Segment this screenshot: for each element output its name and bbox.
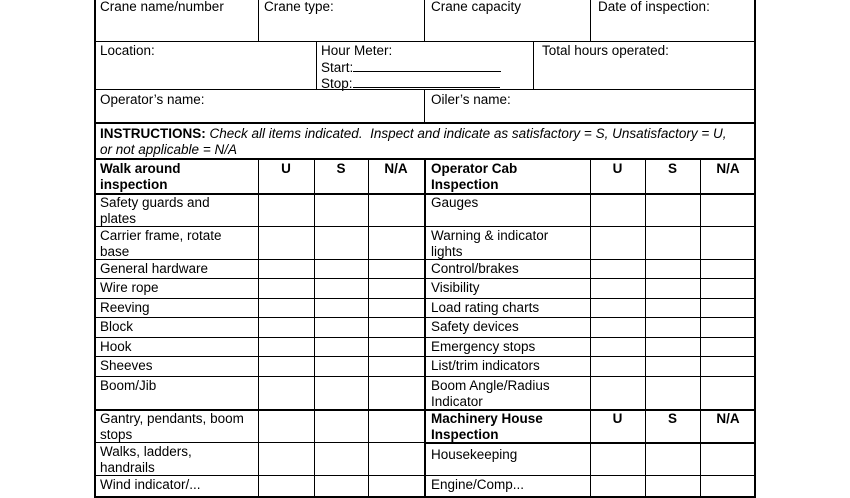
stop-blank[interactable] [353, 75, 500, 88]
walk-item: Gantry, pendants, boom stops [100, 411, 244, 442]
cab-item: Boom Angle/Radius Indicator [431, 378, 550, 409]
divider [533, 41, 534, 89]
cab-item: List/trim indicators [431, 358, 540, 373]
start-label: Start: [321, 60, 354, 75]
operators-name-label: Operator’s name: [100, 92, 205, 107]
cab-item: Load rating charts [431, 300, 540, 315]
cab-item: Safety devices [431, 319, 519, 334]
crane-type-label: Crane type: [264, 0, 334, 14]
divider [424, 158, 426, 498]
divider [424, 89, 425, 122]
divider [258, 158, 259, 498]
divider [700, 158, 701, 498]
cab-item: Warning & indicator lights [431, 228, 549, 259]
u-header: U [281, 161, 291, 176]
instructions-text-2: or not applicable = N/A [100, 142, 237, 157]
walk-item: Safety guards and plates [100, 195, 210, 226]
crane-name-label: Crane name/number [100, 0, 224, 14]
walk-item: Carrier frame, rotate base [100, 228, 222, 259]
cab-item: Emergency stops [431, 339, 536, 354]
u-header: U [612, 161, 623, 176]
date-of-inspection-label: Date of inspection: [598, 0, 710, 14]
u-header: U [612, 411, 623, 426]
machinery-house-title: Machinery House Inspection [431, 411, 543, 442]
walk-item: Walks, ladders, handrails [100, 444, 192, 475]
operator-cab-title: Operator Cab Inspection [431, 161, 518, 192]
divider [94, 122, 756, 124]
instructions-label: INSTRUCTIONS: [100, 126, 206, 141]
cab-item: Gauges [431, 195, 479, 210]
location-label: Location: [100, 43, 155, 58]
divider [590, 158, 591, 498]
walk-around-title: Walk around inspection [100, 161, 181, 192]
walk-item: Boom/Jib [100, 378, 157, 393]
s-header: S [667, 411, 677, 426]
walk-item: Sheeves [100, 358, 153, 373]
cab-item: Visibility [431, 280, 480, 295]
walk-item: Reeving [100, 300, 150, 315]
walk-item: General hardware [100, 261, 209, 276]
cab-item: Control/brakes [431, 261, 519, 276]
na-header: N/A [716, 161, 740, 176]
oilers-name-label: Oiler’s name: [431, 92, 511, 107]
hour-meter-label: Hour Meter: [321, 43, 393, 58]
machinery-item: Housekeeping [431, 447, 518, 462]
divider [258, 0, 259, 42]
start-blank[interactable] [353, 59, 501, 72]
divider [94, 89, 756, 90]
divider [314, 158, 315, 498]
walk-item: Block [100, 319, 134, 334]
machinery-item: Engine/Comp... [431, 477, 525, 492]
stop-label: Stop: [321, 76, 353, 91]
s-header: S [667, 161, 677, 176]
walk-item: Hook [100, 339, 132, 354]
na-header: N/A [716, 411, 740, 426]
divider [368, 158, 369, 498]
walk-item: Wind indicator/... [100, 477, 201, 492]
crane-capacity-label: Crane capacity [431, 0, 522, 14]
instructions-text: Check all items indicated. Inspect and indicate as satisfactory = S, Unsatisfactory = U, [205, 126, 727, 141]
divider [645, 158, 646, 498]
total-hours-label: Total hours operated: [542, 43, 669, 58]
walk-item: Wire rope [100, 280, 159, 295]
divider [424, 0, 425, 42]
s-header: S [336, 161, 346, 176]
divider [590, 0, 591, 42]
na-header: N/A [384, 161, 408, 176]
